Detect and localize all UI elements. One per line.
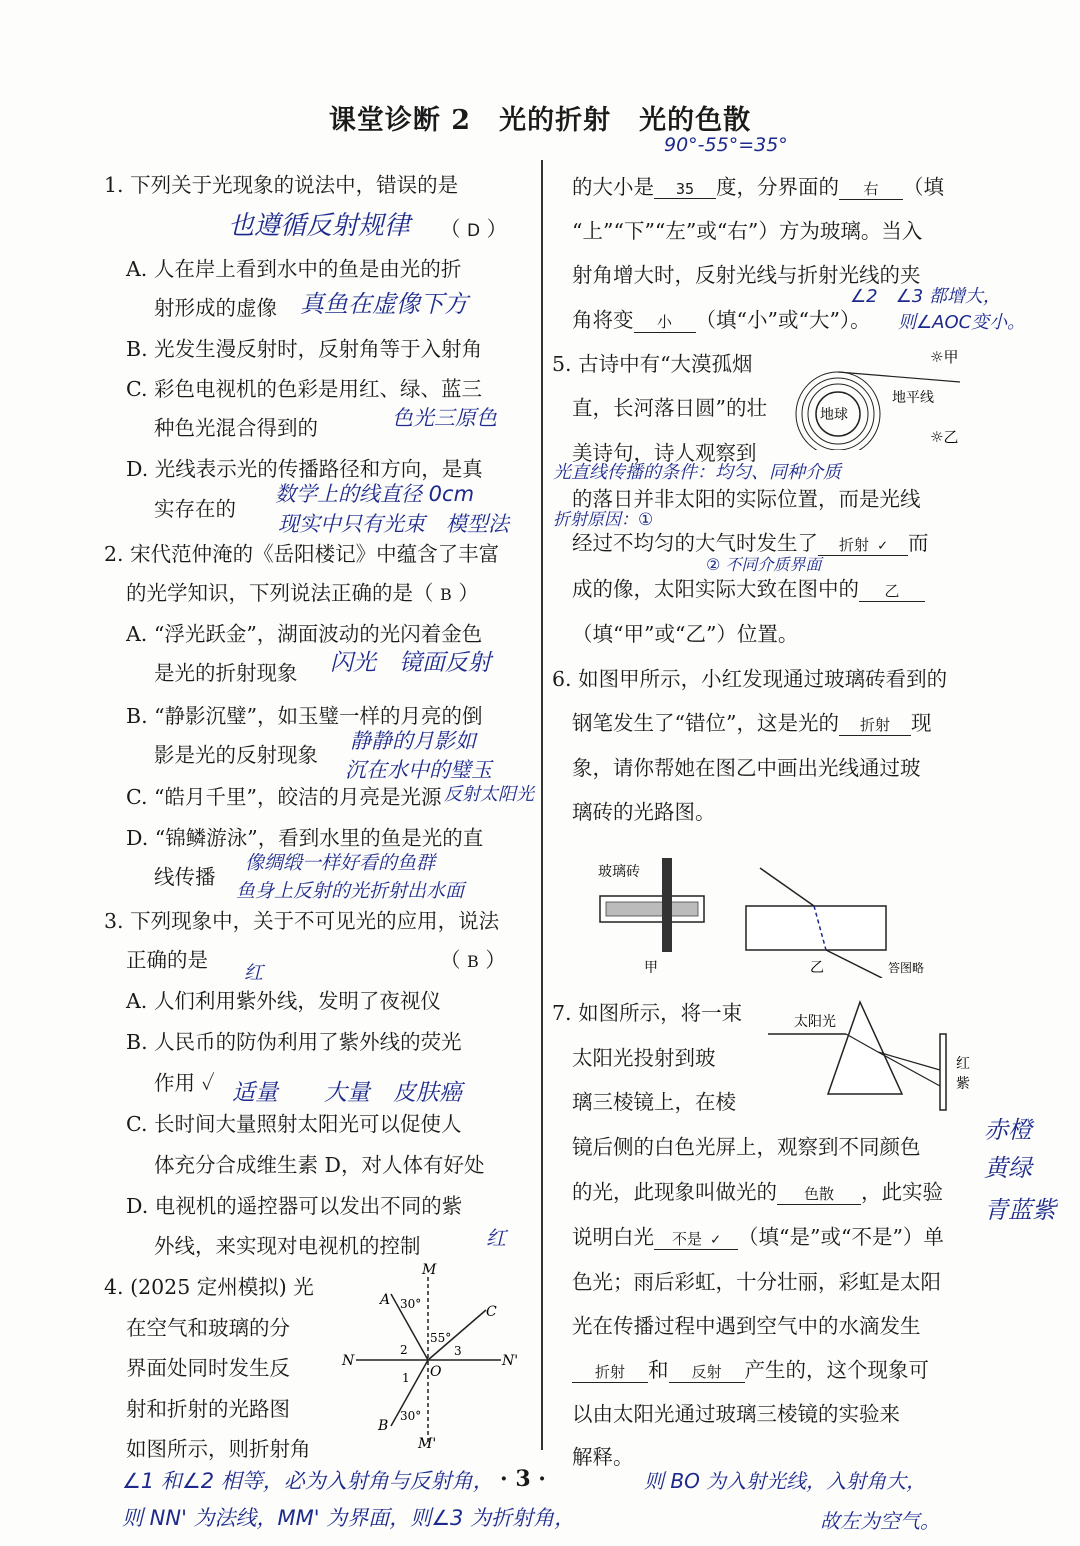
q5-earth-figure [780,340,980,450]
q4-blank-change: 小 [634,311,696,333]
q7-line5: 的光，此现象叫做光的 色散 ，此实验 [572,1180,943,1204]
q6-brick-inner [606,902,698,916]
q5-blank-position: 乙 [859,580,925,602]
q6-label-jia: 甲 [644,960,658,976]
q4-label-np: N' [502,1353,519,1369]
q7-line8: 光在传播过程中遇到空气中的水滴发生 [572,1314,921,1338]
q4-line5: 如图所示，则折射角 [126,1437,311,1461]
q5-line5: 经过不均匀的大气时发生了 折射 ✓ 而 [572,531,929,555]
q5-note-cause: 折射原因：① [553,510,654,530]
q2-option-a-line2: 是光的折射现象 [154,661,298,685]
q6-line1: 6. 如图甲所示，小红发现通过玻璃砖看到的 [552,667,948,691]
q5-label-horizon: 地平线 [892,390,934,406]
q2-note-b1: 静静的月影如 [350,729,476,753]
q7-note-colors2: 黄绿 [984,1154,1032,1182]
q4-label-m: M [422,1262,437,1278]
q2-option-d-line1: D. “锦鳞游泳”，看到水里的鱼是光的直 [126,826,484,850]
q4-bottom-note1: ∠1 和∠2 相等，必为入射角与反射角， [122,1469,494,1493]
q1-option-b: B. 光发生漫反射时，反射角等于入射角 [126,337,483,361]
q1-option-d-line1: D. 光线表示光的传播路径和方向，是真 [126,457,483,481]
q3-option-d-line1: D. 电视机的遥控器可以发出不同的紫 [126,1194,463,1218]
q6-line2: 钢笔发生了“错位”，这是光的 折射 现 [572,711,932,735]
q5-note-interface: ② 不同介质界面 [706,555,822,574]
q7-screen [940,1034,946,1110]
q5-label-earth: 地球 [820,407,848,423]
q6-brick-yi [746,906,886,950]
q1-answer-bracket: （ D ） [440,217,508,241]
q2-option-b-line1: B. “静影沉璧”，如玉璧一样的月亮的倒 [126,704,483,728]
q6-line4: 璃砖的光路图。 [572,800,716,824]
q4-angle-1: 1 [402,1371,410,1385]
q2-answer: B [440,585,452,604]
page-title: 课堂诊断 2 光的折射 光的色散 [328,105,752,136]
q4-angle-30b: 30° [400,1409,422,1423]
q7-line6: 说明白光 不是 ✓ （填“是”或“不是”）单 [572,1225,944,1249]
q3-note-a: 红 [244,962,264,984]
q1-note-c: 色光三原色 [392,406,497,430]
q7-blank-process1: 折射 [572,1361,648,1383]
q7-line11: 解释。 [572,1445,634,1469]
q3-option-b-line1: B. 人民币的防伪利用了紫外线的荧光 [126,1030,462,1054]
q1-answer: D [467,221,481,241]
q7-line3: 璃三棱镜上，在棱 [572,1090,736,1114]
q4-label-n: N [342,1353,355,1369]
q3-note-b: 适量 大量 皮肤癌 [232,1080,462,1106]
q1-option-a-line1: A. 人在岸上看到水中的鱼是由光的折 [126,257,462,281]
q4-label-b: B [378,1418,389,1434]
q4-angle-55: 55° [430,1331,452,1345]
q4-blank-angle: 35 [654,180,716,199]
q1-option-a-line2: 射形成的虚像 [154,296,277,320]
q3-stem-line1: 3. 下列现象中，关于不可见光的应用，说法 [104,909,500,933]
q4-angle-3: 3 [454,1344,462,1358]
q2-note-d1: 像绸缎一样好看的鱼群 [245,852,436,874]
q4-label-o: O [430,1364,442,1380]
q5-horizon-line [838,372,960,382]
q6-exit-ray [826,950,882,978]
q7-line4: 镜后侧的白色光屏上，观察到不同颜色 [572,1135,921,1159]
q5-line6: 成的像，太阳实际大致在图中的 乙 [572,572,925,602]
q4-bottom-note2: 则 NN' 为法线，MM' 为界面，则∠3 为折射角， [122,1506,576,1530]
q7-label-sun: 太阳光 [794,1014,836,1030]
q3-option-b-line2: 作用 ✓ [154,1071,215,1095]
q1-option-c-line2: 种色光混合得到的 [154,416,318,440]
q2-option-a-line1: A. “浮光跃金”，湖面波动的光闪着金色 [126,622,483,646]
q5-line2: 直，长河落日圆”的壮 [572,396,767,420]
q4-line4: 射和折射的光路图 [126,1397,290,1421]
q6-label-yi: 乙 [810,960,824,976]
q7-blank-dispersion: 色散 [777,1183,861,1205]
q2-stem-line2: 的光学知识，下列说法正确的是（ B ） [126,581,479,605]
q4-bottom-note3: 则 BO 为入射光线，入射角大， [644,1469,927,1493]
q5-note-straight: 光直线传播的条件：均匀、同种介质 [553,462,841,483]
q7-line1: 7. 如图所示，将一束 [552,1001,743,1025]
q7-line2: 太阳光投射到玻 [572,1046,716,1070]
q7-blank-process2: 反射 [669,1361,745,1383]
q4-right-line3: 射角增大时，反射光线与折射光线的夹 [572,263,921,287]
q2-note-b2: 沉在水中的璧玉 [345,758,492,782]
q3-option-c-line2: 体充分合成维生素 D，对人体有好处 [154,1153,485,1177]
q3-answer: B [467,952,479,971]
q3-stem-line2: 正确的是 [126,948,208,972]
q2-note-a: 闪光 镜面反射 [330,650,491,676]
q4-label-c: C [486,1304,497,1320]
q7-note-colors3: 青蓝紫 [984,1196,1056,1224]
q3-option-d-line2: 外线，来实现对电视机的控制 [154,1234,421,1258]
q7-prism-figure [764,990,984,1120]
q7-blank-monochrome: 不是 ✓ [654,1228,738,1250]
q5-line1: 5. 古诗中有“大漠孤烟 [552,352,753,376]
q1-note-d2: 现实中只有光束 模型法 [278,512,509,536]
q7-prism [828,1002,902,1094]
q1-stem: 1. 下列关于光现象的说法中，错误的是 [104,173,459,197]
q5-line4: 的落日并非太阳的实际位置，而是光线 [572,487,921,511]
q6-incident-ray [760,868,814,906]
q3-option-c-line1: C. 长时间大量照射太阳光可以促使人 [126,1112,462,1136]
q4-note-aoc: 则∠AOC变小。 [898,312,1026,333]
q1-option-c-line1: C. 彩色电视机的色彩是用红、绿、蓝三 [126,377,482,401]
q4-label-mp: M' [418,1436,437,1452]
q2-option-b-line2: 影是光的反射现象 [154,743,318,767]
q2-option-c: C. “皓月千里”，皎洁的月亮是光源 [126,785,442,809]
q3-note-d: 红 [486,1226,506,1250]
q7-line10: 以由太阳光通过玻璃三棱镜的实验来 [572,1402,900,1426]
page-number: · 3 · [500,1466,546,1492]
q6-label-answer: 答图略 [888,961,925,975]
q2-note-d2: 鱼身上反射的光折射出水面 [236,880,465,902]
q4-blank-side: 右 [839,178,903,200]
q1-note-follow: 也遵循反射规律 [228,211,411,241]
q5-line7: （填“甲”或“乙”）位置。 [572,622,799,646]
q7-note-colors1: 赤橙 [984,1116,1032,1144]
q2-note-c: 反射太阳光 [444,784,534,805]
q4-bottom-note4: 故左为空气。 [820,1509,940,1533]
q4-right-line1: 的大小是 35 度，分界面的 右 （填 [572,175,944,199]
q1-note-d1: 数学上的线直径 0cm [275,482,475,506]
q6-pen [662,858,672,952]
q6-line3: 象，请你帮她在图乙中画出光线通过玻 [572,756,921,780]
q7-line9: 折射 和 反射 产生的，这个现象可 [572,1353,929,1383]
q4-light-path-figure [336,1262,526,1452]
q4-angle-2: 2 [400,1343,408,1357]
q2-stem-line1: 2. 宋代范仲淹的《岳阳楼记》中蕴含了丰富 [104,542,500,566]
q5-label-jia: ☼甲 [930,348,959,366]
q3-option-a: A. 人们利用紫外线，发明了夜视仪 [126,989,441,1013]
q4-line3: 界面处同时发生反 [126,1356,290,1380]
column-divider [541,160,543,1450]
q2-option-d-line2: 线传播 [154,865,216,889]
q3-answer-bracket: （ B ） [440,948,506,972]
q7-label-purple: 紫 [956,1076,970,1092]
q7-label-red: 红 [956,1056,970,1072]
q6-blank-phenomenon: 折射 [839,714,911,736]
q4-right-line2: “上”“下”“左”或“右”）方为玻璃。当入 [572,219,923,243]
q6-figures [590,848,960,978]
q4-note-angles: ∠2 ∠3 都增大， [850,286,1001,307]
q1-note-a: 真鱼在虚像下方 [300,290,468,318]
annotation-angle-calc: 90°-55°=35° [664,134,788,156]
q5-line3: 美诗句，诗人观察到 [572,441,757,465]
q1-option-d-line2: 实存在的 [154,497,236,521]
q4-line1: 4. (2025 定州模拟) 光 [104,1275,314,1299]
q7-line7: 色光；雨后彩虹，十分壮丽，彩虹是太阳 [572,1270,941,1294]
q5-label-yi: ☼乙 [930,428,959,446]
q5-blank-refraction: 折射 ✓ [818,534,908,556]
q4-line2: 在空气和玻璃的分 [126,1316,290,1340]
q4-angle-30a: 30° [400,1297,422,1311]
q4-label-a: A [380,1292,391,1308]
q4-right-line4: 角将变 小 （填“小”或“大”）。 [572,308,871,332]
q6-label-brick: 玻璃砖 [598,864,640,880]
